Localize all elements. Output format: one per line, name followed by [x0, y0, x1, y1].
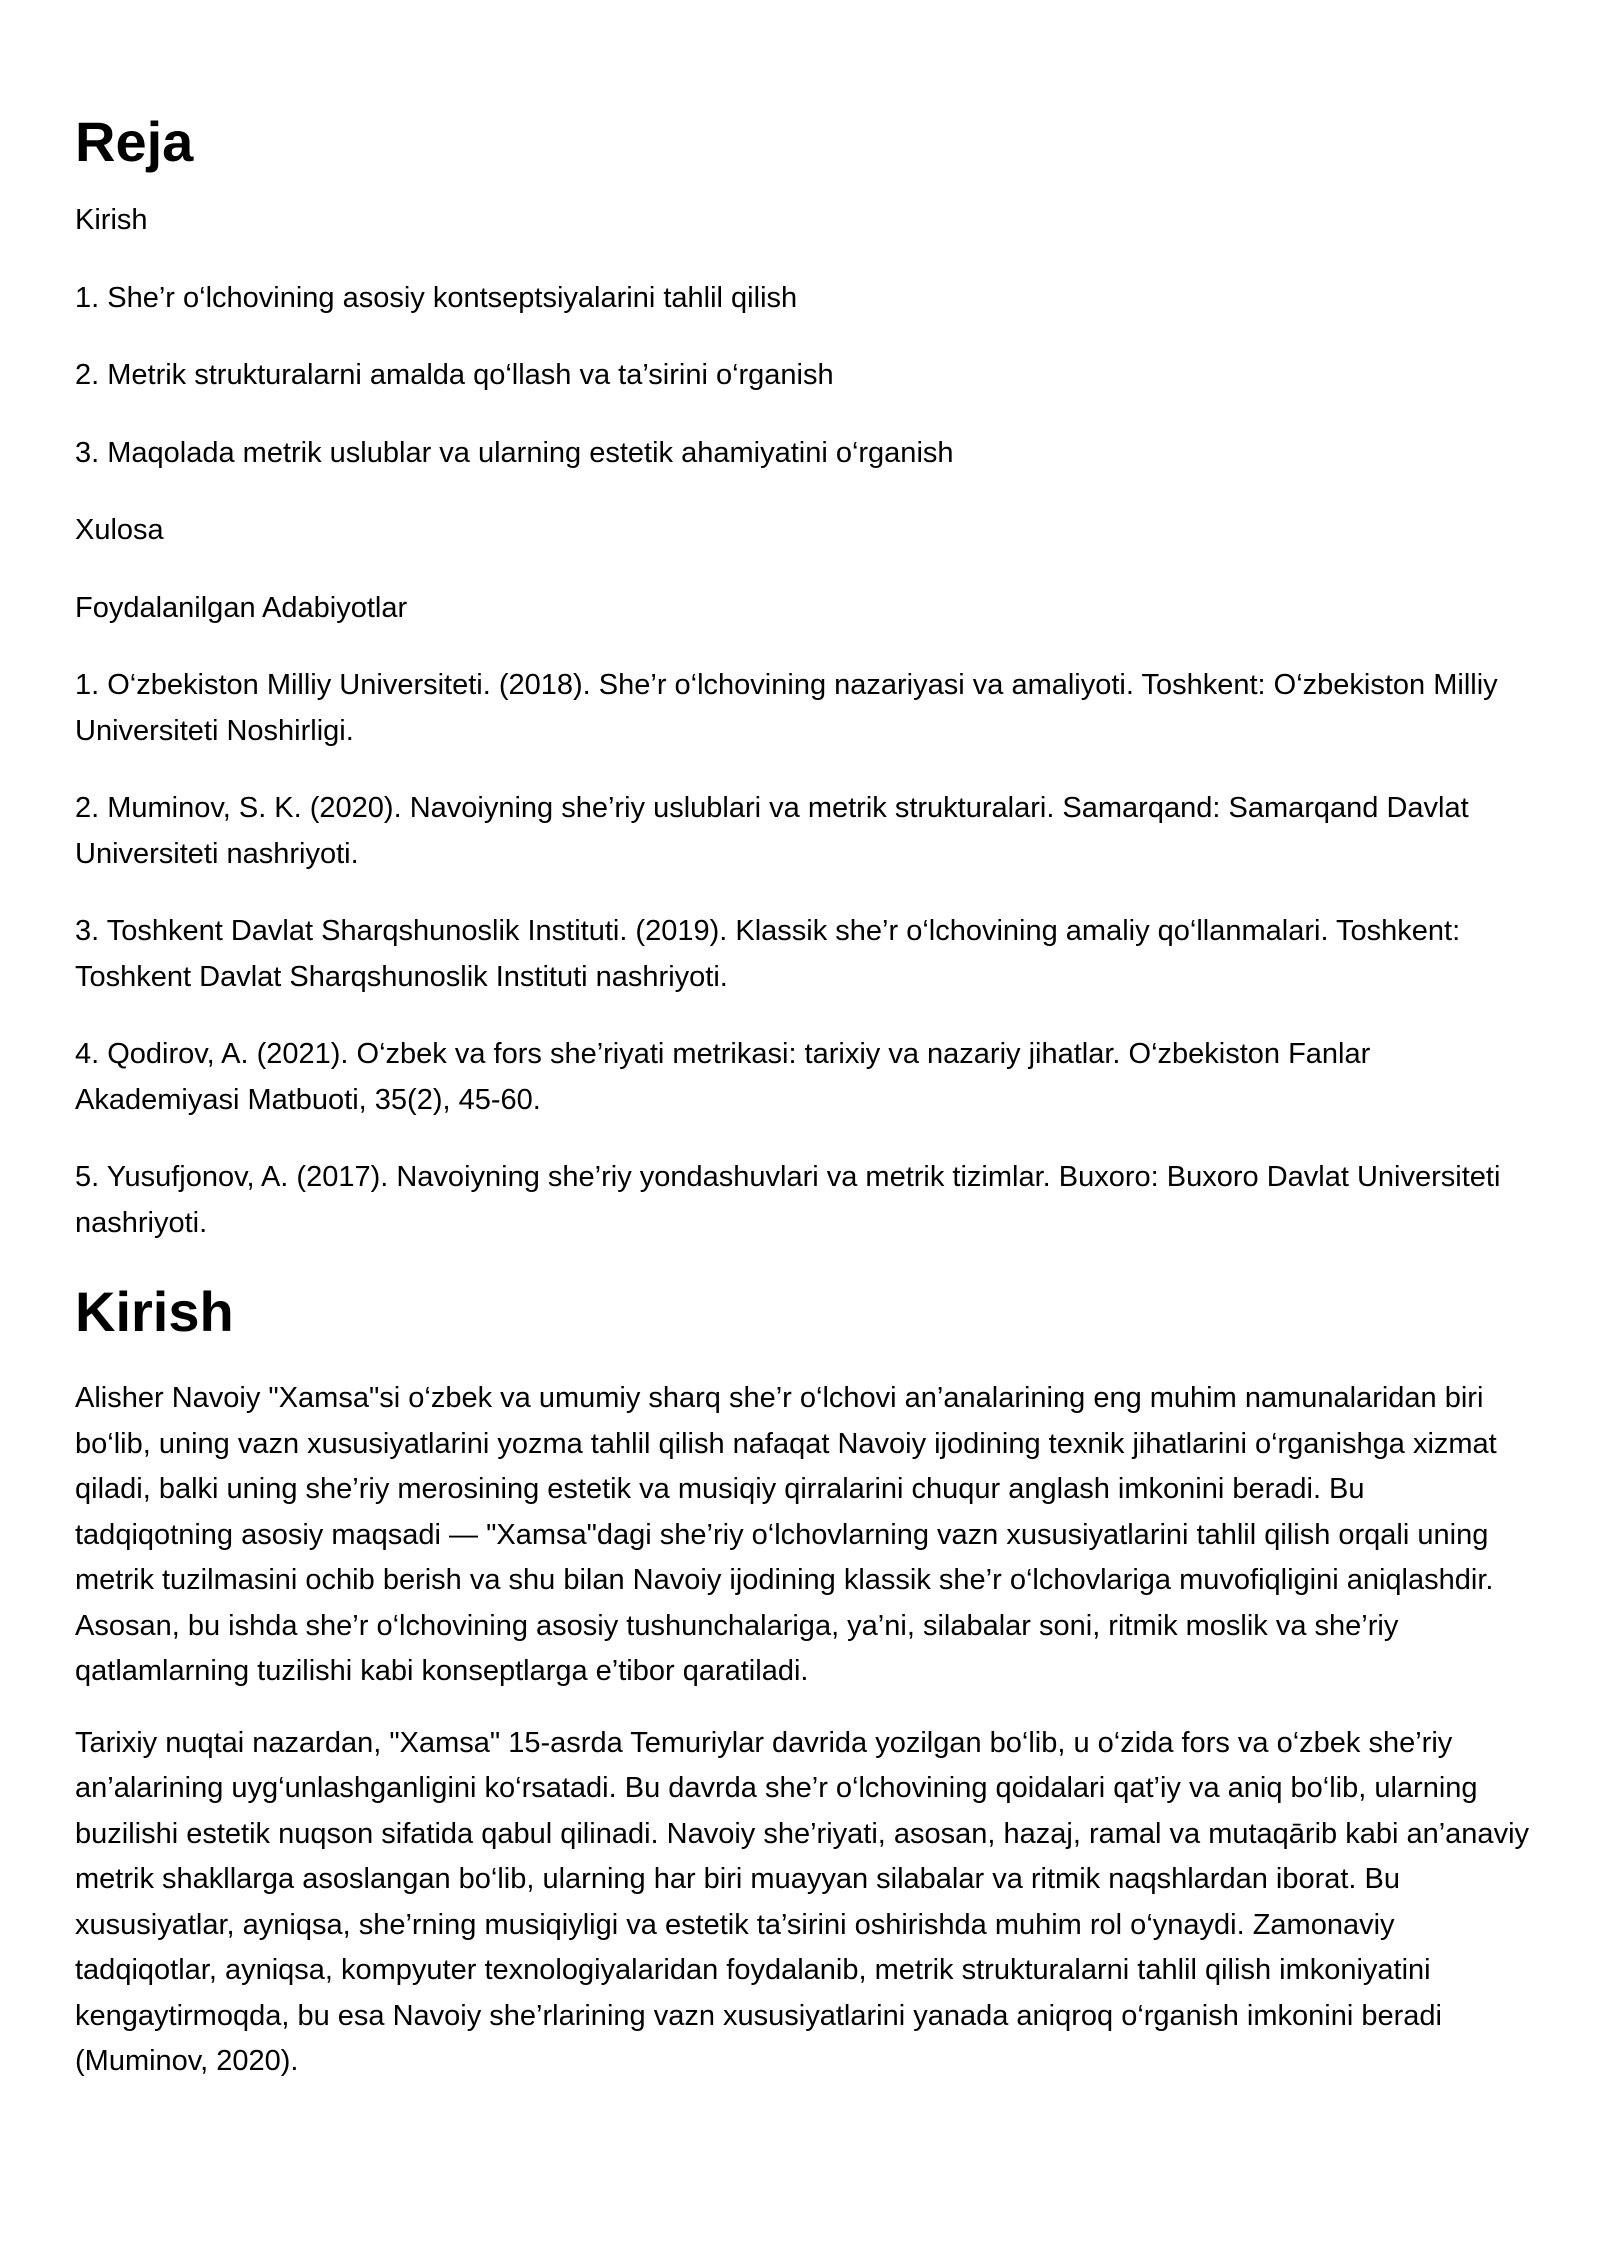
- plan-item-kirish: Kirish: [75, 204, 148, 236]
- kirish-paragraph-1: Alisher Navoiy "Xamsa"si o‘zbek va umumiy sharq she’r o‘lchovi an’analarining eng muhim namunalaridan biri bo‘lib, uning vazn xususiyatlarini yozma tahlil qilish nafaqat Navoiy ijodining texnik jihatlarini o‘rganishga xizmat qiladi, balki uning she’riy merosining estetik va musiqiy qirralarini chuqur anglash imkonini beradi. Bu tadqiqotning asosiy maqsadi — "Xamsa"dagi she’riy o‘lchovlarning vazn xususiyatlarini tahlil qilish orqali uning metrik tuzilmasini ochib berish va shu bilan Navoiy ijodining klassik she’r o‘lchovlariga muvofiqligini aniqlashdir. Asosan, bu ishda she’r o‘lchovining asosiy tushunchalariga, ya’ni, silabalar soni, ritmik moslik va she’riy qatlamlarning tuzilishi kabi konseptlarga e’tibor qaratiladi.: [75, 1382, 1497, 1687]
- reference-5: 5. Yusufjonov, A. (2017). Navoiyning she’riy yondashuvlari va metrik tizimlar. Buxoro: Buxoro Davlat Universiteti nashriyoti.: [75, 1161, 1501, 1239]
- plan-item-xulosa: Xulosa: [75, 514, 164, 546]
- section-title-kirish: Kirish: [75, 1280, 234, 1343]
- reference-3: 3. Toshkent Davlat Sharqshunoslik Instituti. (2019). Klassik she’r o‘lchovining amaliy qo‘llanmalari. Toshkent: Toshkent Davlat Sharqshunoslik Instituti nashriyoti.: [75, 915, 1461, 993]
- plan-item-1: 1. She’r o‘lchovining asosiy kontseptsiyalarini tahlil qilish: [75, 281, 798, 314]
- section-title-reja: Reja: [75, 110, 194, 173]
- plan-item-2: 2. Metrik strukturalarni amalda qo‘llash va ta’sirini o‘rganish: [75, 359, 834, 391]
- kirish-paragraph-2: Tarixiy nuqtai nazardan, "Xamsa" 15-asrda Temuriylar davrida yozilgan bo‘lib, u o‘zida fors va o‘zbek she’riy an’alarining uyg‘unlashganligini ko‘rsatadi. Bu davrda she’r o‘lchovining qoidalari qat’iy va aniq bo‘lib, ularning buzilishi estetik nuqson sifatida qabul qilinadi. Navoiy she’riyati, asosan, hazaj, ramal va mutaqārib kabi an’anaviy metrik shakllarga asoslangan bo‘lib, ularning har biri muayyan silabalar va ritmik naqshlardan iborat. Bu xususiyatlar, ayniqsa, she’rning musiqiyligi va estetik ta’sirini oshirishda muhim rol o‘ynaydi. Zamonaviy tadqiqotlar, ayniqsa, kompyuter texnologiyalaridan foydalanib, metrik strukturalarni tahlil qilish imkoniyatini kengaytirmoqda, bu esa Navoiy she’rlarining vazn xususiyatlarini yanada aniqroq o‘rganish imkonini beradi (Muminov, 2020).: [75, 1726, 1530, 2077]
- reference-1: 1. O‘zbekiston Milliy Universiteti. (2018). She’r o‘lchovining nazariyasi va amaliyoti. Toshkent: O‘zbekiston Milliy Universiteti Noshirligi.: [75, 669, 1498, 747]
- reference-4: 4. Qodirov, A. (2021). O‘zbek va fors she’riyati metrikasi: tarixiy va nazariy jihatlar. O‘zbekiston Fanlar Akademiyasi Matbuoti, 35(2), 45-60.: [75, 1038, 1371, 1116]
- plan-item-adabiyotlar: Foydalanilgan Adabiyotlar: [75, 591, 408, 624]
- plan-item-3: 3. Maqolada metrik uslublar va ularning estetik ahamiyatini o‘rganish: [75, 436, 954, 469]
- reference-2: 2. Muminov, S. K. (2020). Navoiyning she’riy uslublari va metrik strukturalari. Samarqand: Samarqand Davlat Universiteti nashriyoti.: [75, 792, 1469, 870]
